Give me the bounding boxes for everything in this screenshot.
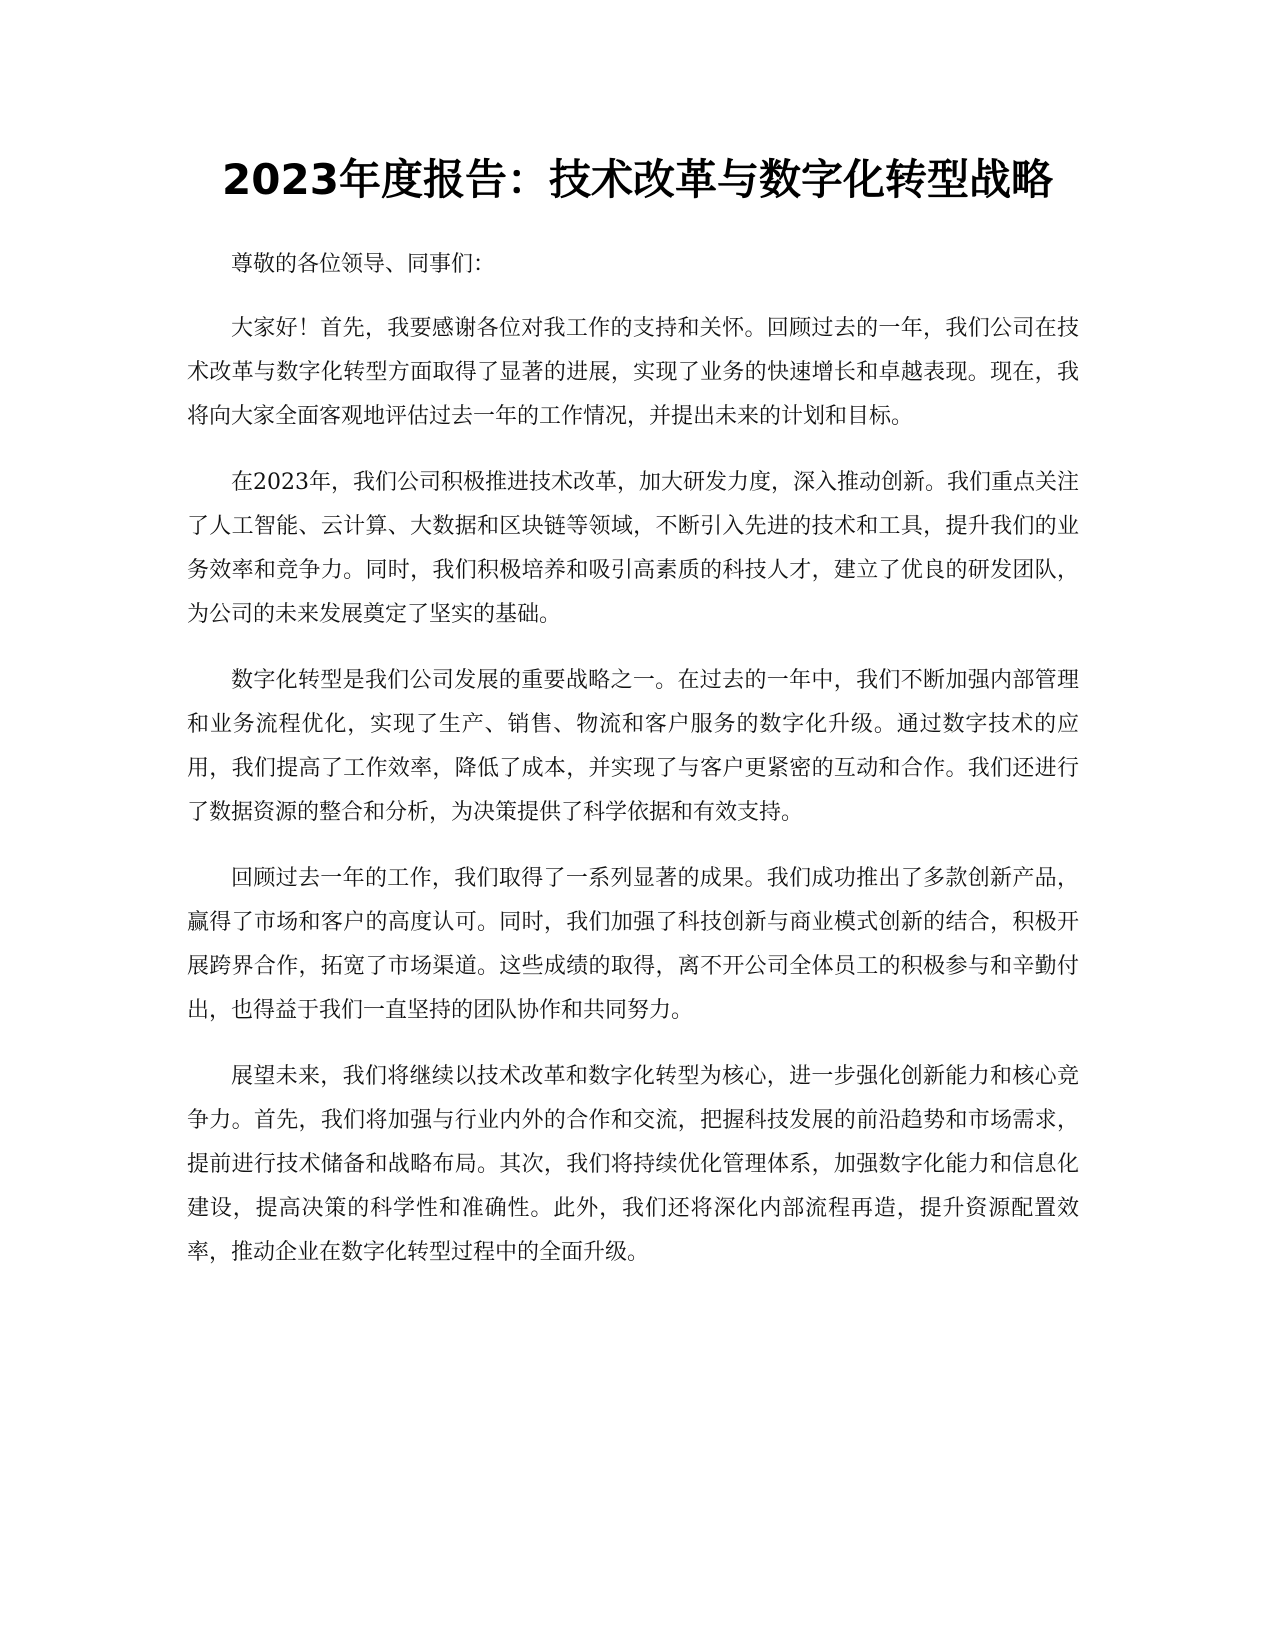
document-title: 2023年度报告：技术改革与数字化转型战略 bbox=[222, 155, 1053, 204]
document-body bbox=[187, 243, 1079, 1297]
paragraph-outlook: 展望未来，我们将继续以技术改革和数字化转型为核心，进一步强化创新能力和核心竞争力。首先，我们将加强与行业内外的合作和交流，把握科技发展的前沿趋势和市场需求，提前进行技术储备和战略布局。其次，我们将持续优化管理体系，加强数字化能力和信息化建设，提高决策的科学性和准确性。此外，我们还将深化内部流程再造，提升资源配置效率，推动企业在数字化转型过程中的全面升级。 bbox=[187, 1064, 1079, 1265]
paragraph-achievements: 回顾过去一年的工作，我们取得了一系列显著的成果。我们成功推出了多款创新产品，赢得了市场和客户的高度认可。同时，我们加强了科技创新与商业模式创新的结合，积极开展跨界合作，拓宽了市场渠道。这些成绩的取得，离不开公司全体员工的积极参与和辛勤付出，也得益于我们一直坚持的团队协作和共同努力。 bbox=[187, 866, 1079, 1023]
salutation: 尊敬的各位领导、同事们： bbox=[231, 252, 496, 277]
paragraph-digital-transformation: 数字化转型是我们公司发展的重要战略之一。在过去的一年中，我们不断加强内部管理和业务流程优化，实现了生产、销售、物流和客户服务的数字化升级。通过数字技术的应用，我们提高了工作效率，降低了成本，并实现了与客户更紧密的互动和合作。我们还进行了数据资源的整合和分析，为决策提供了科学依据和有效支持。 bbox=[187, 668, 1079, 825]
paragraph-greeting: 大家好！首先，我要感谢各位对我工作的支持和关怀。回顾过去的一年，我们公司在技术改革与数字化转型方面取得了显著的进展，实现了业务的快速增长和卓越表现。现在，我将向大家全面客观地评估过去一年的工作情况，并提出未来的计划和目标。 bbox=[187, 316, 1079, 429]
paragraph-tech-reform: 在2023年，我们公司积极推进技术改革，加大研发力度，深入推动创新。我们重点关注了人工智能、云计算、大数据和区块链等领域，不断引入先进的技术和工具，提升我们的业务效率和竞争力。同时，我们积极培养和吸引高素质的科技人才，建立了优良的研发团队，为公司的未来发展奠定了坚实的基础。 bbox=[187, 470, 1079, 627]
